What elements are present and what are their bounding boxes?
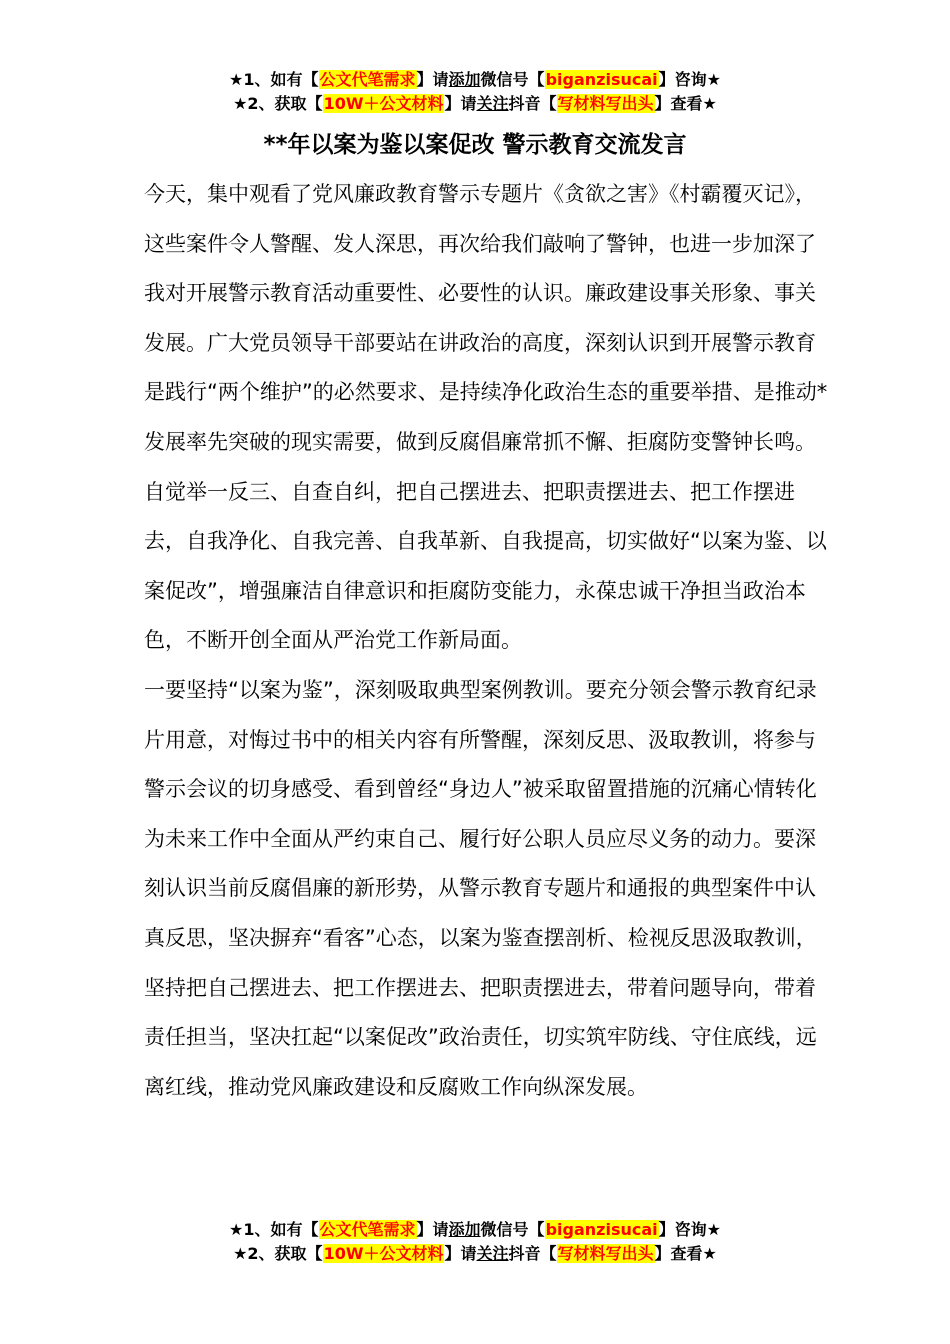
promo-line-1 — [0, 68, 950, 92]
promo-line-1-prefix: ★1、如有【 — [229, 70, 319, 89]
promo-line-1 — [0, 1218, 950, 1242]
promo-line-2-mid: 】请 — [444, 1244, 477, 1263]
promo-line-2-suffix: 】查看★ — [654, 94, 717, 113]
promo-line-1-suffix: 】咨询★ — [658, 70, 721, 89]
promo-line-1-mid: 】请 — [416, 70, 449, 89]
paragraph-point-one: 一要坚持“以案为鉴”，深刻吸取典型案例教训。要充分领会警示教育纪录片用意，对悔过书中的相关内容有所警醒，深刻反思、汲取教训，将参与警示会议的切身感受、看到曾经“身边人”被采取留置措施的沉痛心情转化为未来工作中全面从严约束自己、履行好公职人员应尽义务的动力。要深刻认识当前反腐倡廉的新形势，从警示教育专题片和通报的典型案件中认真反思，坚决摒弃“看客”心态，以案为鉴查摆剖析、检视反思汲取教训，坚持把自己摆进去、把工作摆进去、把职责摆进去，带着问题导向，带着责任担当，坚决扛起“以案促改”政治责任，切实筑牢防线、守住底线，远离红线，推动党风廉政建设和反腐败工作向纵深发展。 — [144, 677, 817, 1099]
promo-line-1-mid: 】请 — [416, 1220, 449, 1239]
promo-line-2-prefix: ★2、获取【 — [233, 1244, 323, 1263]
promo-line-1-mid2: 微信号【 — [480, 1220, 545, 1239]
promo-highlight-service: 公文代笔需求 — [319, 1220, 416, 1239]
promo-line-2-mid2: 抖音【 — [508, 94, 557, 113]
promo-underline-add: 添加 — [448, 70, 481, 89]
promo-line-2 — [0, 1242, 950, 1266]
promo-line-2-prefix: ★2、获取【 — [233, 94, 323, 113]
promo-underline-add: 添加 — [448, 1220, 481, 1239]
paragraph-intro: 今天，集中观看了党风廉政教育警示专题片《贪欲之害》《村霸覆灭记》，这些案件令人警醒、发人深思，再次给我们敲响了警钟，也进一步加深了我对开展警示教育活动重要性、必要性的认识。廉政建设事关形象、事关发展。广大党员领导干部要站在讲政治的高度，深刻认识到开展警示教育是践行“两个维护”的必然要求、是持续净化政治生态的重要举措、是推动*发展率先突破的现实需要，做到反腐倡廉常抓不懈、拒腐防变警钟长鸣。自觉举一反三、自查自纠，把自己摆进去、把职责摆进去、把工作摆进去，自我净化、自我完善、自我革新、自我提高，切实做好“以案为鉴、以案促改”，增强廉洁自律意识和拒腐防变能力，永葆忠诚干净担当政治本色，不断开创全面从严治党工作新局面。 — [144, 182, 828, 653]
promo-banner-bottom — [0, 1218, 950, 1266]
promo-line-1-mid2: 微信号【 — [480, 70, 545, 89]
promo-highlight-douyin-id: 写材料写出头 — [557, 94, 654, 113]
promo-highlight-service: 公文代笔需求 — [319, 70, 416, 89]
promo-line-1-suffix: 】咨询★ — [658, 1220, 721, 1239]
promo-line-2 — [0, 92, 950, 116]
promo-highlight-materials: 10W＋公文材料 — [323, 1244, 444, 1263]
document-body — [144, 170, 830, 1112]
promo-underline-follow: 关注 — [476, 94, 509, 113]
promo-underline-follow: 关注 — [476, 1244, 509, 1263]
promo-line-2-mid2: 抖音【 — [508, 1244, 557, 1263]
promo-highlight-wechat-id: biganzisucai — [545, 70, 658, 89]
promo-highlight-wechat-id: biganzisucai — [545, 1220, 658, 1239]
promo-line-1-prefix: ★1、如有【 — [229, 1220, 319, 1239]
promo-line-2-mid: 】请 — [444, 94, 477, 113]
promo-highlight-materials: 10W＋公文材料 — [323, 94, 444, 113]
page-title: **年以案为鉴以案促改 警示教育交流发言 — [263, 132, 687, 158]
promo-highlight-douyin-id: 写材料写出头 — [557, 1244, 654, 1263]
promo-line-2-suffix: 】查看★ — [654, 1244, 717, 1263]
promo-banner-top — [0, 68, 950, 116]
